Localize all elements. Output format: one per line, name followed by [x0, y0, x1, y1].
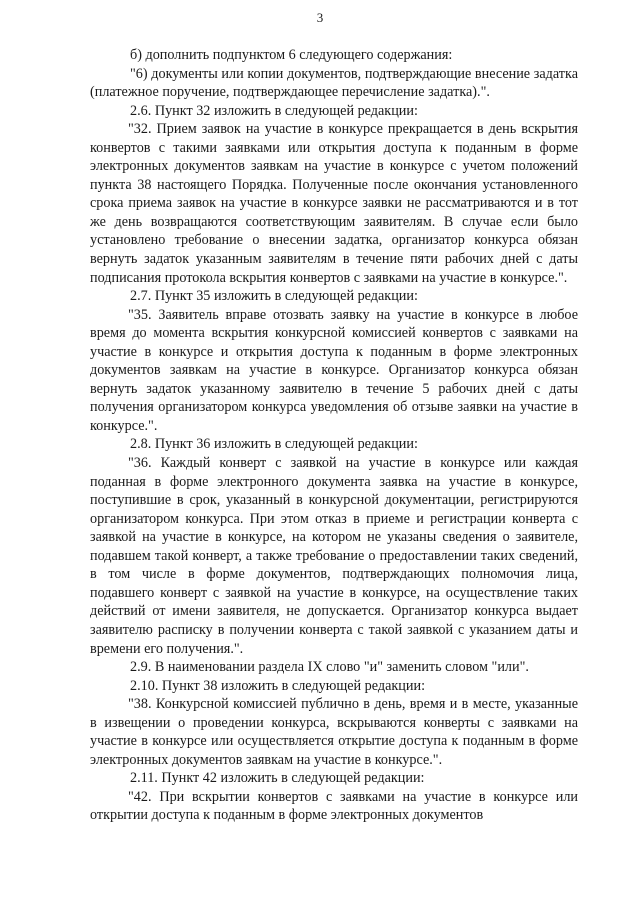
paragraph: 2.7. Пункт 35 изложить в следующей редакции:	[130, 288, 418, 305]
paragraph: 2.10. Пункт 38 изложить в следующей редакции:	[130, 677, 426, 694]
paragraph: б) дополнить подпунктом 6 следующего содержания:	[130, 47, 453, 63]
paragraph: "6) документы или копии документов, подтверждающие внесение задатка (платежное поручение, подтверждающее перечисление задатка).".	[90, 65, 578, 101]
paragraph: "38. Конкурсной комиссией публично в день, время и в месте, указанные в извещении о проведении конкурса, вскрываются конверты с заявками на участие в конкурсе или осуществляется открытие доступа к поданным в форме электронных документов заявкам на участие в конкурсе.".	[90, 696, 578, 768]
paragraph: "36. Каждый конверт с заявкой на участие в конкурсе или каждая поданная в форме электронного документа заявка на участие в конкурсе, поступившие в срок, указанный в конкурсной документации, регистрируются организатором конкурса. При этом отказ в приеме и регистрации конверта с заявкой на участие в конкурсе, на котором не указаны сведения о заявителе, подавшем такой конверт, а также требование о предоставлении таких сведений, в том числе в форме документов, подтверждающих полномочия лица, подавшего конверт с заявкой на участие в конкурсе, на осуществление таких действий от имени заявителя, не допускается. Организатор конкурса выдает заявителю расписку в получении конверта с такой заявкой с указанием даты и времени его получения.".	[90, 455, 578, 657]
paragraph: "35. Заявитель вправе отозвать заявку на участие в конкурсе в любое время до момента вскрытия конкурсной комиссией конвертов с заявками на участие в конкурсе и открытия доступа к поданным в форме электронных документов заявкам на участие в конкурсе. Организатор конкурса обязан вернуть задаток указанному заявителю в течение 5 рабочих дней с даты получения организатором конкурса уведомления об отзыве заявки на участие в конкурсе.".	[90, 306, 578, 434]
paragraph: 2.8. Пункт 36 изложить в следующей редакции:	[130, 436, 418, 453]
page-number: 3	[316, 10, 324, 25]
paragraph: 2.6. Пункт 32 изложить в следующей редакции:	[130, 102, 418, 119]
paragraph: "32. Прием заявок на участие в конкурсе прекращается в день вскрытия конвертов с такими заявками или открытия доступа к поданным в форме электронных документов заявкам на участие в конкурсе с учетом положений пункта 38 настоящего Порядка. Полученные после окончания установленного срока приема заявок на участие в конкурсе заявки не рассматриваются и в тот же день возвращаются соответствующим заявителям. В случае если было установлено требование о внесении задатка, организатор конкурса обязан вернуть задаток указанным заявителям в течение пяти рабочих дней с даты подписания протокола вскрытия конвертов с заявками на участие в конкурсе.".	[90, 121, 578, 286]
paragraph: 2.11. Пункт 42 изложить в следующей редакции:	[130, 770, 425, 787]
paragraph: 2.9. В наименовании раздела IX слово "и" заменить словом "или".	[130, 659, 529, 676]
document-body	[90, 46, 578, 825]
paragraph: "42. При вскрытии конвертов с заявками на участие в конкурсе или открытии доступа к поданным в форме электронных документов	[90, 788, 578, 824]
